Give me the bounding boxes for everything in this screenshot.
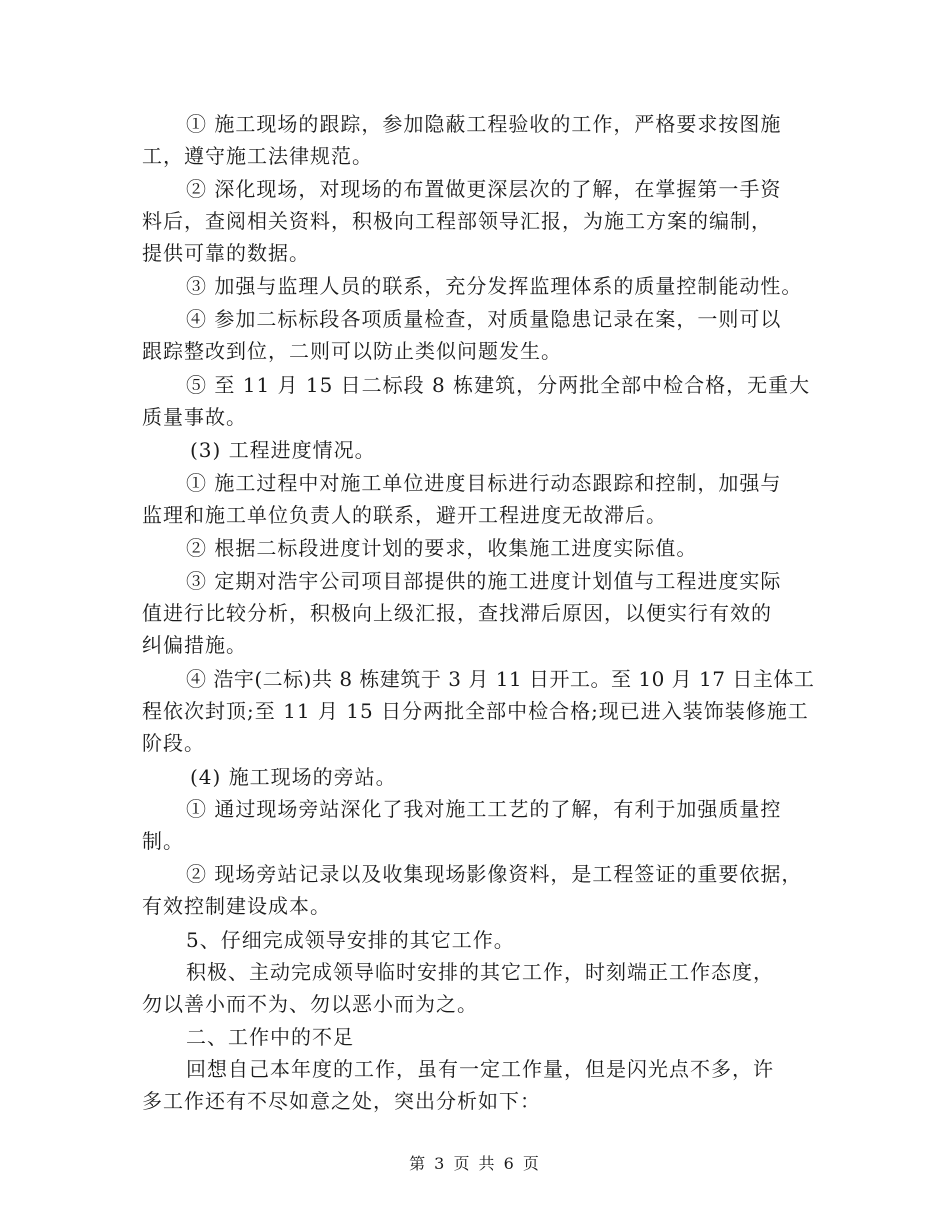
text-line: 勿以善小而不为、勿以恶小而为之。 (142, 992, 478, 1016)
text-line: 提供可靠的数据。 (142, 241, 310, 265)
text-line: 制。 (142, 829, 184, 853)
section-heading: (4) 施工现场的旁站。 (190, 765, 397, 789)
text-line: 跟踪整改到位，二则可以防止类似问题发生。 (142, 339, 562, 363)
section-heading: 二、工作中的不足 (186, 1025, 354, 1049)
text-line: 监理和施工单位负责人的联系，避开工程进度无故滞后。 (142, 503, 667, 527)
text-line: ③ 加强与监理人员的联系，充分发挥监理体系的质量控制能动性。 (186, 274, 803, 298)
text-line: 有效控制建设成本。 (142, 894, 331, 918)
text-line: 阶段。 (142, 731, 205, 755)
text-line: ② 根据二标段进度计划的要求，收集施工进度实际值。 (186, 536, 698, 560)
section-heading: 5、仔细完成领导安排的其它工作。 (186, 928, 515, 952)
text-line: ④ 参加二标标段各项质量检查，对质量隐患记录在案，一则可以 (186, 307, 782, 331)
text-line: 积极、主动完成领导临时安排的其它工作，时刻端正工作态度， (186, 960, 774, 984)
text-line: ④ 浩宇(二标)共 8 栋建筑于 3 月 11 日开工。至 10 月 17 日主体工 (186, 667, 815, 691)
text-line: ⑤ 至 11 月 15 日二标段 8 栋建筑，分两批全部中检合格，无重大 (186, 373, 811, 397)
text-line: 料后，查阅相关资料，积极向工程部领导汇报，为施工方案的编制， (142, 209, 772, 233)
text-line: 值进行比较分析，积极向上级汇报，查找滞后原因，以便实行有效的 (142, 601, 772, 625)
text-line: 质量事故。 (142, 405, 247, 429)
text-line: ③ 定期对浩宇公司项目部提供的施工进度计划值与工程进度实际 (186, 569, 782, 593)
text-line: 工，遵守施工法律规范。 (142, 144, 373, 168)
text-line: ① 施工过程中对施工单位进度目标进行动态跟踪和控制，加强与 (186, 471, 782, 495)
text-line: 程依次封顶;至 11 月 15 日分两批全部中检合格;现已进入装饰装修施工 (142, 699, 809, 723)
text-line: ② 深化现场，对现场的布置做更深层次的了解，在掌握第一手资 (186, 177, 782, 201)
text-line: 多工作还有不尽如意之处，突出分析如下： (142, 1089, 541, 1113)
text-line: 回想自己本年度的工作，虽有一定工作量，但是闪光点不多，许 (186, 1057, 774, 1081)
section-heading: (3) 工程进度情况。 (190, 438, 376, 462)
text-line: 纠偏措施。 (142, 633, 247, 657)
text-line: ② 现场旁站记录以及收集现场影像资料，是工程签证的重要依据， (186, 862, 803, 886)
text-line: ① 施工现场的跟踪，参加隐蔽工程验收的工作，严格要求按图施 (186, 112, 782, 136)
page-footer: 第 3 页 共 6 页 (409, 1154, 541, 1173)
text-line: ① 通过现场旁站深化了我对施工工艺的了解，有利于加强质量控 (186, 797, 782, 821)
